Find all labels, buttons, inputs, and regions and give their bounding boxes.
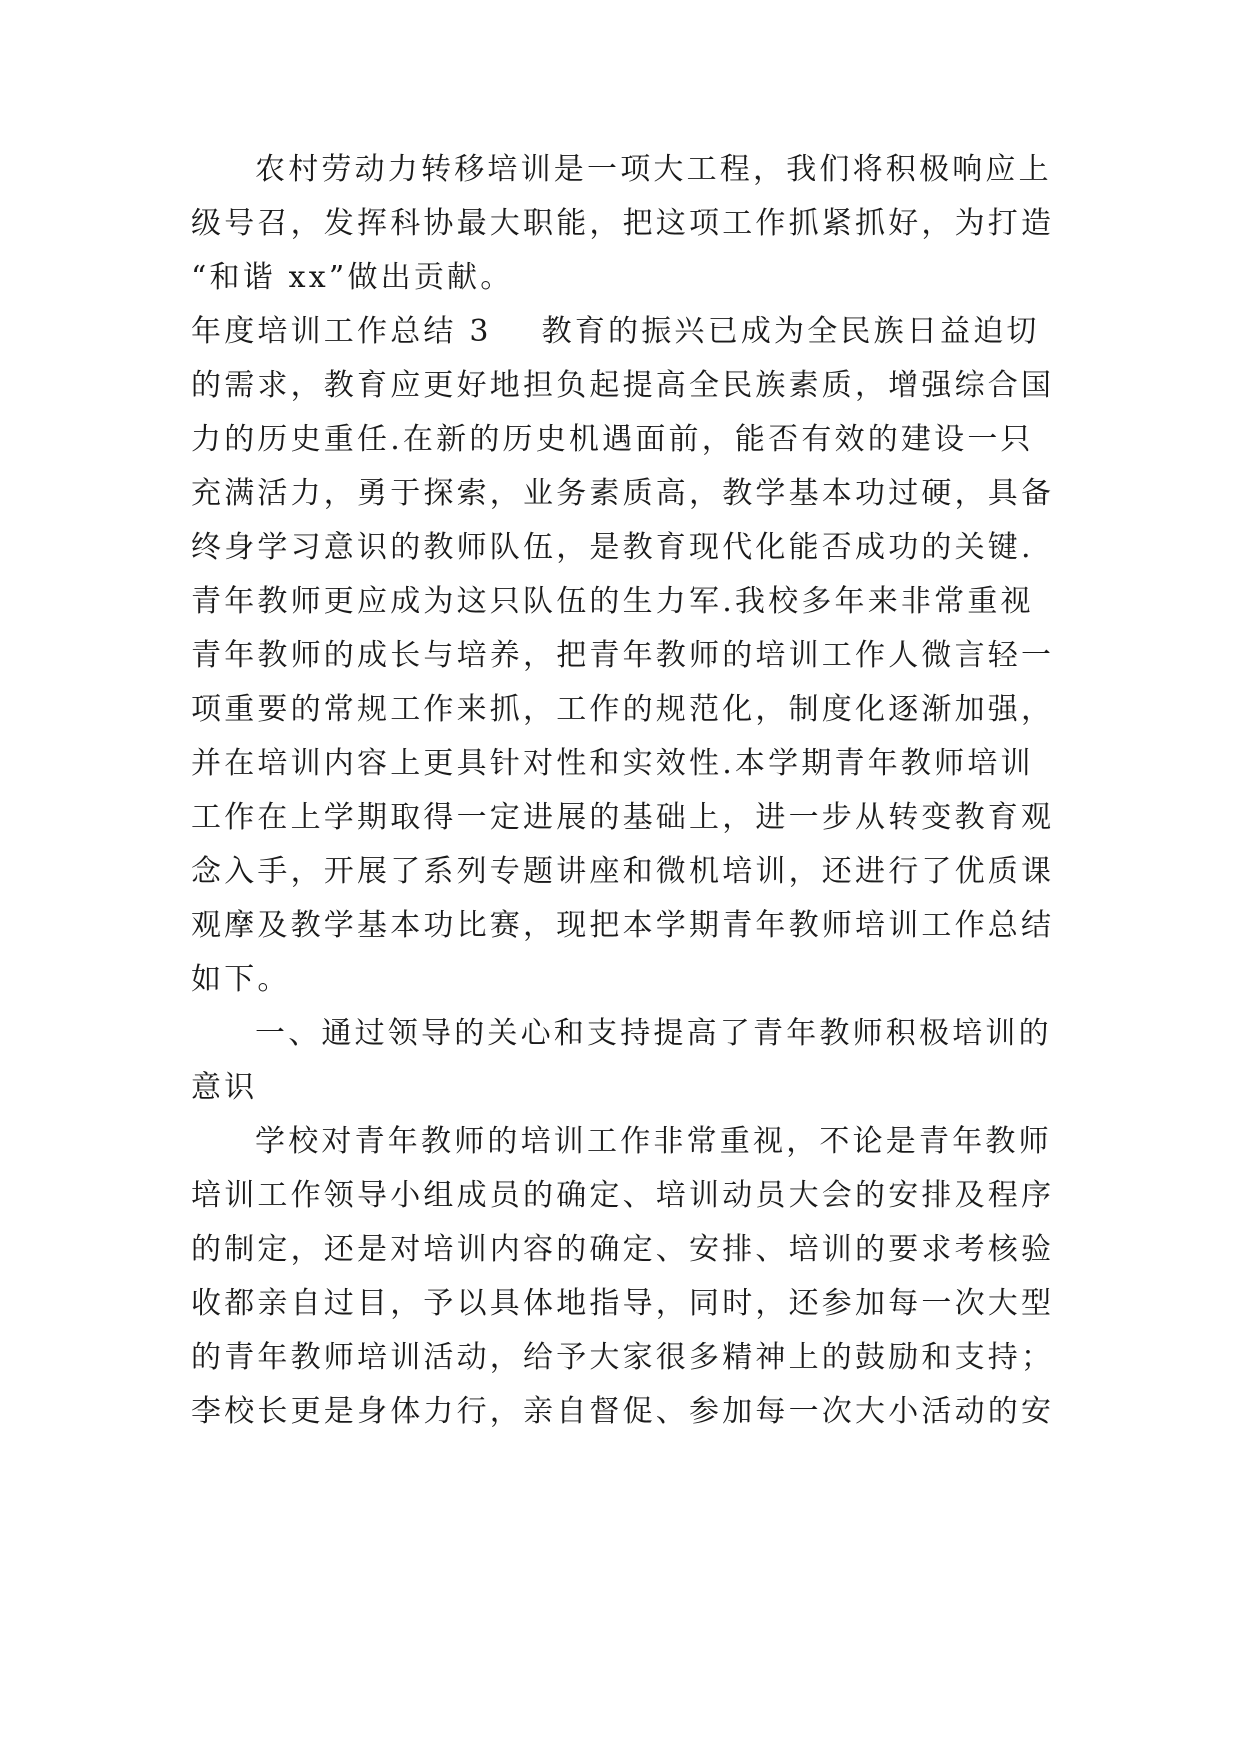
text-line: 青年教师更应成为这只队伍的生力军.我校多年来非常重视 <box>191 584 1034 619</box>
text-line: 青年教师的成长与培养，把青年教师的培训工作人微言轻一 <box>191 638 1055 673</box>
text-line: 项重要的常规工作来抓，工作的规范化，制度化逐渐加强， <box>191 692 1055 727</box>
section-title-line <box>191 304 1051 360</box>
text-line: 培训工作领导小组成员的确定、培训动员大会的安排及程序 <box>191 1178 1055 1213</box>
text-line: 终身学习意识的教师队伍，是教育现代化能否成功的关键. <box>191 530 1034 565</box>
text-line: 教育的振兴已成为全民族日益迫切 <box>541 314 1040 349</box>
text-line: 观摩及教学基本功比赛，现把本学期青年教师培训工作总结 <box>191 908 1055 943</box>
text-line: 农村劳动力转移培训是一项大工程，我们将积极响应上 <box>255 152 1052 187</box>
heading-line: 一、通过领导的关心和支持提高了青年教师积极培训的 <box>255 1016 1052 1051</box>
text-line: 并在培训内容上更具针对性和实效性.本学期青年教师培训 <box>191 746 1034 781</box>
text-line: 工作在上学期取得一定进展的基础上，进一步从转变教育观 <box>191 800 1055 835</box>
text-line: 如下。 <box>191 962 291 997</box>
text-line: “和谐 xx”做出贡献。 <box>191 260 514 295</box>
text-line: 学校对青年教师的培训工作非常重视，不论是青年教师 <box>255 1124 1052 1159</box>
text-line: 李校长更是身体力行，亲自督促、参加每一次大小活动的安 <box>191 1394 1055 1429</box>
text-line: 充满活力，勇于探索，业务素质高，教学基本功过硬，具备 <box>191 476 1055 511</box>
section-title: 年度培训工作总结 3 <box>191 314 492 349</box>
heading-line: 意识 <box>191 1070 258 1105</box>
text-line: 力的历史重任.在新的历史机遇面前，能否有效的建设一只 <box>191 422 1034 457</box>
text-line: 收都亲自过目，予以具体地指导，同时，还参加每一次大型 <box>191 1286 1055 1321</box>
text-line: 的制定，还是对培训内容的确定、安排、培训的要求考核验 <box>191 1232 1055 1267</box>
text-line: 念入手，开展了系列专题讲座和微机培训，还进行了优质课 <box>191 854 1055 889</box>
text-line: 级号召，发挥科协最大职能，把这项工作抓紧抓好，为打造 <box>191 206 1055 241</box>
text-line: 的需求，教育应更好地担负起提高全民族素质，增强综合国 <box>191 368 1055 403</box>
text-line: 的青年教师培训活动，给予大家很多精神上的鼓励和支持； <box>191 1340 1055 1375</box>
